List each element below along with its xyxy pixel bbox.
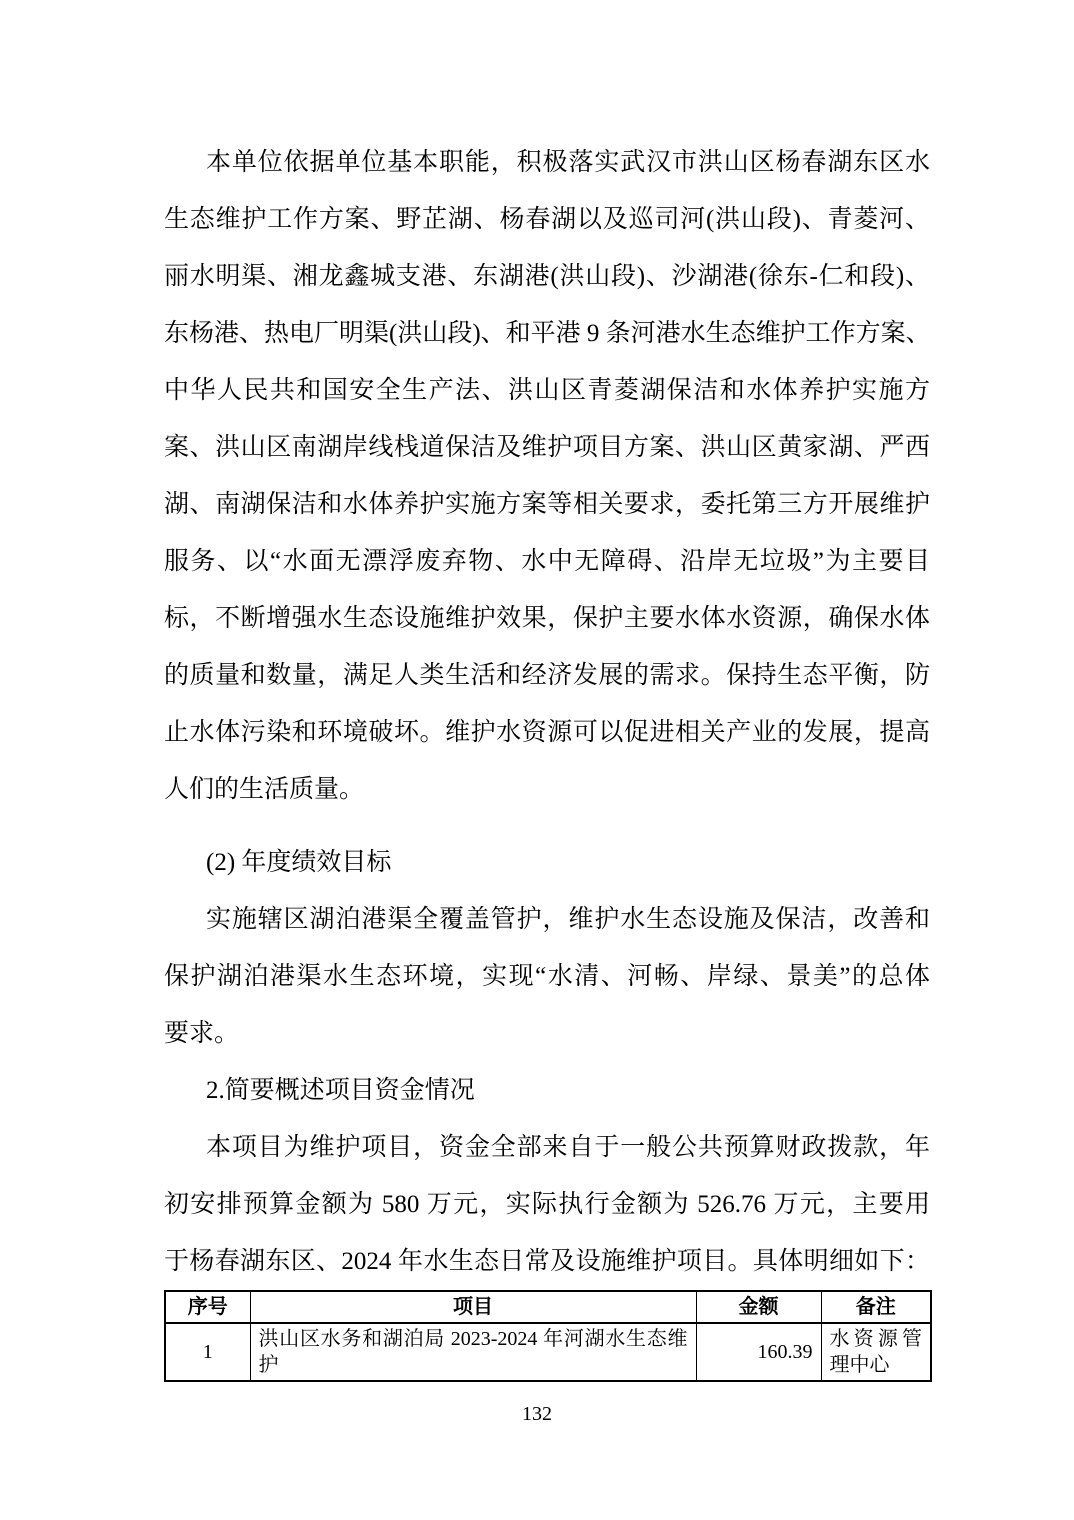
page-number: 132 — [522, 1403, 552, 1425]
table-row — [165, 1323, 931, 1381]
para-performance-goal — [164, 891, 930, 1062]
text-line: 湖、南湖保洁和水体养护实施方案等相关要求，委托第三方开展维护 — [164, 491, 930, 518]
text-line: 要求。 — [164, 1020, 240, 1047]
text-line: 人们的生活质量。 — [164, 776, 365, 803]
cell-amount: 160.39 — [696, 1323, 821, 1381]
text-line: 中华人民共和国安全生产法、洪山区青菱湖保洁和水体养护实施方 — [164, 377, 930, 404]
para-water-eco-maintenance — [164, 134, 930, 818]
text-line: 初安排预算金额为 580 万元，实际执行金额为 526.76 万元，主要用 — [164, 1191, 930, 1218]
text-line: 本项目为维护项目，资金全部来自于一般公共预算财政拨款，年 — [206, 1134, 930, 1161]
col-header-index: 序号 — [165, 1291, 250, 1323]
heading-project-funding — [164, 1062, 930, 1119]
table-header-row — [165, 1291, 931, 1323]
col-header-note: 备注 — [821, 1291, 931, 1323]
text-line: 保护湖泊港渠水生态环境，实现“水清、河畅、岸绿、景美”的总体 — [164, 963, 930, 990]
text-line: 东杨港、热电厂明渠(洪山段)、和平港 9 条河港水生态维护工作方案、 — [164, 320, 931, 347]
text-line: 实施辖区湖泊港渠全覆盖管护，维护水生态设施及保洁，改善和 — [206, 906, 930, 933]
text-line: 2.简要概述项目资金情况 — [206, 1077, 475, 1104]
text-line: 的质量和数量，满足人类生活和经济发展的需求。保持生态平衡，防 — [164, 662, 930, 689]
cell-project — [250, 1323, 696, 1381]
text-line: 止水体污染和环境破坏。维护水资源可以促进相关产业的发展，提高 — [164, 719, 930, 746]
text-line: (2) 年度绩效目标 — [206, 849, 392, 876]
text-line: 丽水明渠、湘龙鑫城支港、东湖港(洪山段)、沙湖港(徐东-仁和段)、 — [164, 263, 930, 290]
text-line: 洪山区水务和湖泊局 2023-2024 年河湖水生态维 — [258, 1328, 688, 1350]
text-line: 于杨春湖东区、2024 年水生态日常及设施维护项目。具体明细如下： — [164, 1248, 930, 1275]
heading-annual-performance-goal — [164, 834, 930, 891]
text-line: 护 — [258, 1354, 279, 1376]
text-line: 生态维护工作方案、野芷湖、杨春湖以及巡司河(洪山段)、青菱河、 — [164, 206, 930, 233]
funding-table — [164, 1290, 932, 1382]
text-line: 标，不断增强水生态设施维护效果，保护主要水体水资源，确保水体 — [164, 605, 930, 632]
para-funding-details — [164, 1119, 930, 1290]
cell-note — [821, 1323, 931, 1381]
col-header-project: 项目 — [250, 1291, 696, 1323]
text-line: 水资源管 — [829, 1328, 922, 1350]
text-line: 案、洪山区南湖岸线栈道保洁及维护项目方案、洪山区黄家湖、严西 — [164, 434, 930, 461]
document-paragraphs — [164, 134, 930, 1290]
text-line: 本单位依据单位基本职能，积极落实武汉市洪山区杨春湖东区水 — [206, 149, 930, 176]
text-line: 服务、以“水面无漂浮废弃物、水中无障碍、沿岸无垃圾”为主要目 — [164, 548, 930, 575]
cell-index: 1 — [165, 1323, 250, 1381]
document-body — [164, 134, 930, 1382]
col-header-amount: 金额 — [696, 1291, 821, 1323]
text-line: 理中心 — [829, 1354, 890, 1376]
